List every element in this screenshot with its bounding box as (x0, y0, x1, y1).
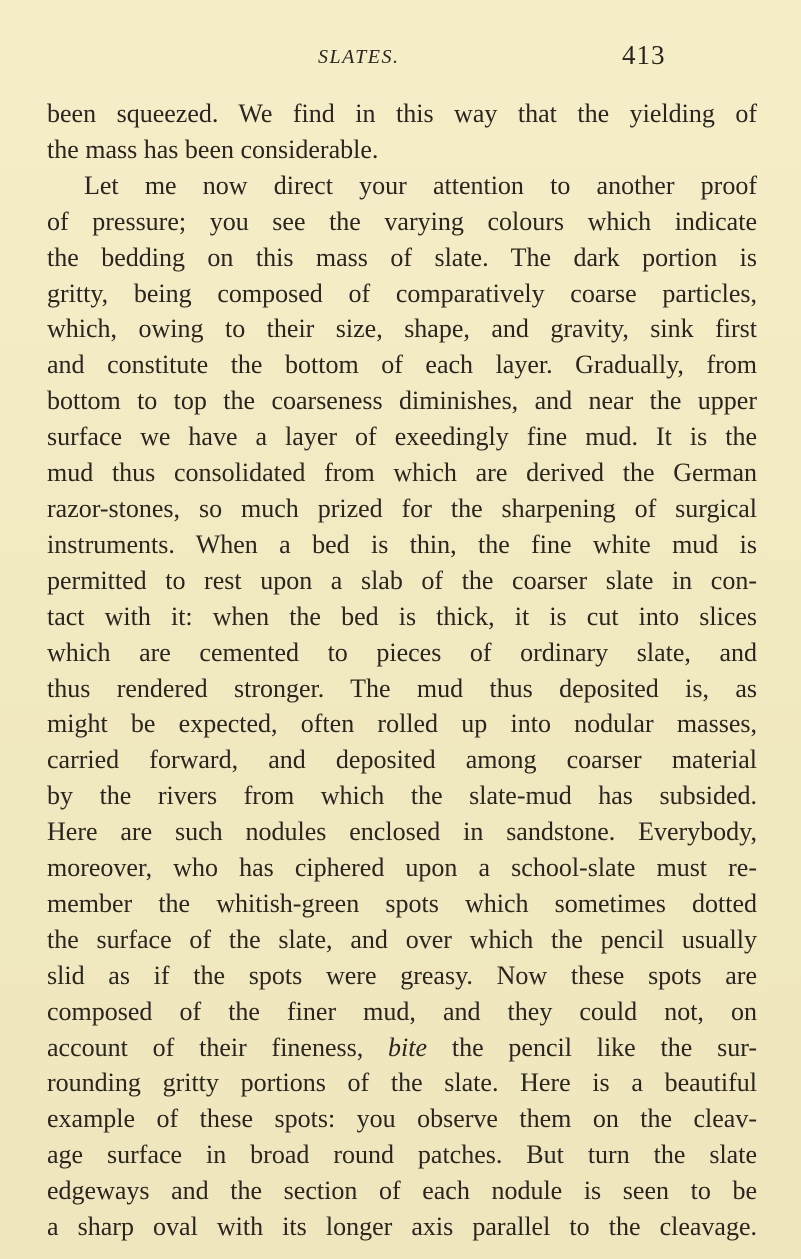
text-line: the mass has been considerable. (47, 134, 379, 164)
text-line: of pressure; you see the varying colours which indicate (47, 206, 757, 236)
text-line: example of these spots: you observe them on the cleav- (47, 1104, 757, 1134)
text-line: which are cemented to pieces of ordinary slate, and (47, 637, 757, 667)
text-line: Here are such nodules enclosed in sandstone. Everybody, (47, 817, 757, 847)
text-line: the bedding on this mass of slate. The dark portion is (47, 242, 757, 272)
text-line: age surface in broad round patches. But turn the slate (47, 1140, 757, 1170)
text-line: member the whitish-green spots which sometimes dotted (47, 888, 757, 918)
text-line: carried forward, and deposited among coarser material (47, 745, 757, 775)
text-line: permitted to rest upon a slab of the coarser slate in con- (47, 565, 757, 595)
text-line: gritty, being composed of comparatively coarse particles, (47, 278, 757, 308)
text-line: instruments. When a bed is thin, the fine white mud is (47, 529, 757, 559)
running-title: SLATES. (318, 46, 400, 68)
text-line: which, owing to their size, shape, and gravity, sink first (47, 314, 757, 344)
body-text (47, 96, 757, 1245)
text-line: by the rivers from which the slate-mud has subsided. (47, 781, 757, 811)
text-line: mud thus consolidated from which are derived the German (47, 458, 757, 488)
text-line: Let me now direct your attention to another proof (84, 170, 757, 200)
text-line: a sharp oval with its longer axis parallel to the cleavage. (47, 1212, 757, 1242)
text-line-with-italic (47, 1030, 757, 1066)
text-line: razor-stones, so much prized for the sharpening of surgical (47, 493, 757, 523)
page-number: 413 (622, 40, 666, 70)
text-line: thus rendered stronger. The mud thus deposited is, as (47, 673, 757, 703)
text-line: been squeezed. We find in this way that the yielding of (47, 99, 757, 128)
italic-word: bite (388, 1032, 428, 1062)
text-line: bottom to top the coarseness diminishes, and near the upper (47, 386, 757, 416)
text-segment: the pencil like the sur- (427, 1032, 757, 1062)
text-line: the surface of the slate, and over which the pencil usually (47, 924, 757, 954)
text-line: composed of the finer mud, and they could not, on (47, 996, 757, 1026)
text-line: tact with it: when the bed is thick, it is cut into slices (47, 601, 757, 631)
text-line: slid as if the spots were greasy. Now these spots are (47, 960, 757, 990)
text-line: and constitute the bottom of each layer. Gradually, from (47, 350, 757, 380)
text-line: moreover, who has ciphered upon a school-slate must re- (47, 853, 757, 883)
text-segment: account of their fineness, (47, 1032, 389, 1062)
text-line: edgeways and the section of each nodule is seen to be (47, 1176, 757, 1206)
running-head (0, 40, 801, 84)
text-line: rounding gritty portions of the slate. Here is a beautiful (47, 1068, 757, 1098)
text-line: surface we have a layer of exeedingly fine mud. It is the (47, 422, 757, 452)
text-line: might be expected, often rolled up into nodular masses, (47, 709, 757, 739)
